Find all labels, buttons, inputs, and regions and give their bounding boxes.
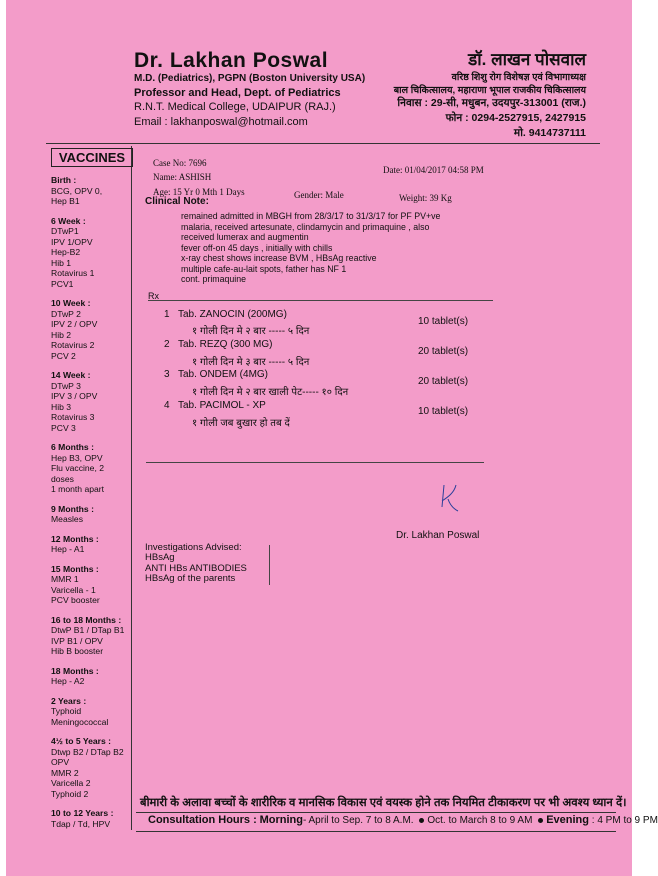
patient-gender: Gender: Male <box>294 190 344 200</box>
medicine-name: Tab. REZQ (300 MG) <box>178 339 273 350</box>
evening-hours: : 4 PM to 9 PM <box>591 815 658 826</box>
vaccine-list: Dtwp B2 / DTap B2 OPV MMR 2 Varicella 2 Typhoid 2 <box>51 746 124 799</box>
investigation-item: HBsAg <box>145 552 175 564</box>
medicine-name: Tab. ZANOCIN (200MG) <box>178 309 287 320</box>
vaccine-list: Hep - A1 <box>51 544 85 554</box>
doctor-college: R.N.T. Medical College, UDAIPUR (RAJ.) <box>134 101 336 113</box>
vaccine-group <box>51 216 129 290</box>
vaccine-list: Typhoid Meningococcal <box>51 706 109 727</box>
patient-weight: Weight: 39 Kg <box>399 193 452 203</box>
header-divider <box>46 143 600 144</box>
footer-hindi-note: बीमारी के अलावा बच्चों के शारीरिक व मानसिक विकास एवं वयस्क होने तक नियमित टीकाकरण पर भी अवश्य ध्यान दें। <box>140 797 627 809</box>
doctor-email: Email : lakhanposwal@hotmail.com <box>134 116 308 128</box>
clinical-notes <box>181 211 440 285</box>
medicine-quantity: 20 tablet(s) <box>418 376 469 387</box>
medicine-number: 3 <box>164 369 170 380</box>
hindi-mobile: मो. 9414737111 <box>513 127 586 139</box>
signature-mark <box>438 483 462 513</box>
doctor-position: Professor and Head, Dept. of Pediatrics <box>134 87 341 99</box>
vaccine-group <box>51 808 129 829</box>
rx-symbol: Rx <box>148 291 159 301</box>
clinical-note-line: remained admitted in MBGH from 28/3/17 to 31/3/17 for PF PV+ve <box>181 211 441 221</box>
medicine-name: Tab. ONDEM (4MG) <box>178 369 269 380</box>
vaccine-group <box>51 534 129 555</box>
clinical-note-line: multiple cafe-au-lait spots, father has NF 1 <box>181 263 347 274</box>
vaccine-list: DtwP B1 / DTap B1 IVP B1 / OPV Hib B booster <box>51 625 125 656</box>
vaccine-age-heading: 15 Months : <box>51 563 99 574</box>
vaccine-group <box>51 666 129 687</box>
medicine-dosage: १ गोली दिन मे २ बार ----- ५ दिन <box>192 326 310 337</box>
doctor-degrees: M.D. (Pediatrics), PGPN (Boston University USA) <box>134 73 366 84</box>
patient-name: Name: ASHISH <box>153 172 212 182</box>
rx-end-divider <box>146 462 484 463</box>
medicine-quantity: 10 tablet(s) <box>418 316 469 327</box>
investigation-item: HBsAg of the parents <box>145 572 236 584</box>
vaccine-list: DTwP1 IPV 1/OPV Hep-B2 Hib 1 Rotavirus 1 PCV1 <box>51 226 95 289</box>
vaccine-list: MMR 1 Varicella - 1 PCV booster <box>51 574 100 605</box>
clinical-note-line: fever off-on 45 days , initially with chills <box>181 242 333 253</box>
medicine-dosage: १ गोली जब बुखार हो तब दें <box>192 418 290 429</box>
patient-age: Age: 15 Yr 0 Mth 1 Days <box>153 187 245 197</box>
vaccine-list: Hep B3, OPV Flu vaccine, 2 doses 1 month apart <box>51 452 105 494</box>
vaccine-age-heading: 9 Months : <box>51 503 94 514</box>
vaccine-age-heading: 12 Months : <box>51 533 99 544</box>
vaccine-group <box>51 370 129 433</box>
signature-name: Dr. Lakhan Poswal <box>396 530 480 541</box>
vaccine-group <box>51 442 129 495</box>
vaccine-group <box>51 175 129 207</box>
vaccine-age-heading: 2 Years : <box>51 695 87 706</box>
clinical-note-title: Clinical Note: <box>145 196 209 207</box>
hindi-phone: फोन : 0294-2527915, 2427915 <box>445 112 586 124</box>
hindi-address: निवास : 29-सी, मधुबन, उदयपुर-313001 (राज.) <box>397 97 586 109</box>
bullet-icon <box>538 818 543 823</box>
investigations-block <box>145 543 247 584</box>
vaccine-list: DTwP 3 IPV 3 / OPV Hib 3 Rotavirus 3 PCV 3 <box>51 380 98 433</box>
rx-divider <box>148 300 493 301</box>
vaccine-age-heading: 16 to 18 Months : <box>51 614 122 625</box>
vaccine-list: BCG, OPV 0, Hep B1 <box>51 185 103 206</box>
vaccine-age-heading: 10 to 12 Years : <box>51 808 114 818</box>
hindi-hospital-line: बाल चिकित्सालय, महाराणा भूपाल राजकीय चिकित्सालय <box>393 85 586 96</box>
vaccine-age-heading: 10 Week : <box>51 298 91 308</box>
morning-label: Morning <box>259 814 303 826</box>
morning-hours: - April to Sep. 7 to 8 A.M. <box>302 815 414 826</box>
vaccine-group <box>51 696 129 728</box>
footer-divider <box>136 812 616 813</box>
doctor-name: Dr. Lakhan Poswal <box>134 49 329 72</box>
medicine-number: 2 <box>164 339 170 350</box>
vaccine-list: Tdap / Td, HPV <box>51 818 111 829</box>
medicine-quantity: 20 tablet(s) <box>418 346 469 357</box>
investigations-divider <box>269 545 270 585</box>
clinical-note-line: cont. primaquine <box>181 274 247 284</box>
consult-label: Consultation Hours : <box>148 814 257 826</box>
vaccine-age-heading: 18 Months : <box>51 665 99 676</box>
vaccine-group <box>51 736 129 799</box>
case-number: Case No: 7696 <box>153 158 207 168</box>
clinical-note-line: received lumerax and augmentin <box>181 232 309 242</box>
vaccine-age-heading: 14 Week : <box>51 370 91 380</box>
evening-label: Evening <box>546 814 589 826</box>
column-divider <box>131 146 132 830</box>
prescription-sheet <box>6 0 658 876</box>
consultation-hours <box>148 814 658 826</box>
vaccine-list: Hep - A2 <box>51 676 85 686</box>
bullet-icon <box>419 818 424 823</box>
medicine-quantity: 10 tablet(s) <box>418 406 469 417</box>
medicine-number: 4 <box>164 400 170 411</box>
medicine-dosage: १ गोली दिन मे २ बार खाली पेट----- १० दिन <box>192 387 349 398</box>
vaccine-list: DTwP 2 IPV 2 / OPV Hib 2 Rotavirus 2 PCV 2 <box>51 308 98 361</box>
vaccine-age-heading: 6 Months : <box>51 442 94 452</box>
investigations-title: Investigations Advised: <box>145 542 242 553</box>
medicine-number: 1 <box>164 309 170 320</box>
footer-bottom-divider <box>136 831 616 832</box>
medicine-dosage: १ गोली दिन मे ३ बार ----- ५ दिन <box>192 357 310 368</box>
vaccine-group <box>51 298 129 361</box>
vaccine-age-heading: Birth : <box>51 175 77 185</box>
vaccine-group <box>51 504 129 525</box>
vaccine-age-heading: 6 Week : <box>51 215 86 226</box>
clinical-note-line: x-ray chest shows increase BVM , HBsAg reactive <box>181 253 377 263</box>
vaccines-title: VACCINES <box>51 148 133 167</box>
hindi-doctor-name: डॉ. लाखन पोसवाल <box>468 50 586 69</box>
medicine-name: Tab. PACIMOL - XP <box>178 400 266 411</box>
vaccine-group <box>51 564 129 606</box>
visit-date: Date: 01/04/2017 04:58 PM <box>383 165 484 175</box>
vaccine-list: Measles <box>51 514 83 524</box>
investigation-item: ANTI HBs ANTIBODIES <box>145 562 247 574</box>
vaccine-group <box>51 615 129 657</box>
hindi-title-line: वरिष्ठ शिशु रोग विशेषज्ञ एवं विभागाध्यक्ष <box>451 72 586 83</box>
vaccine-age-heading: 4½ to 5 Years : <box>51 736 112 746</box>
vaccine-schedule <box>51 175 129 838</box>
clinical-note-line: malaria, received artesunate, clindamycin and primaquine , also <box>181 221 430 232</box>
morning-hours-winter: Oct. to March 8 to 9 AM <box>427 815 533 826</box>
